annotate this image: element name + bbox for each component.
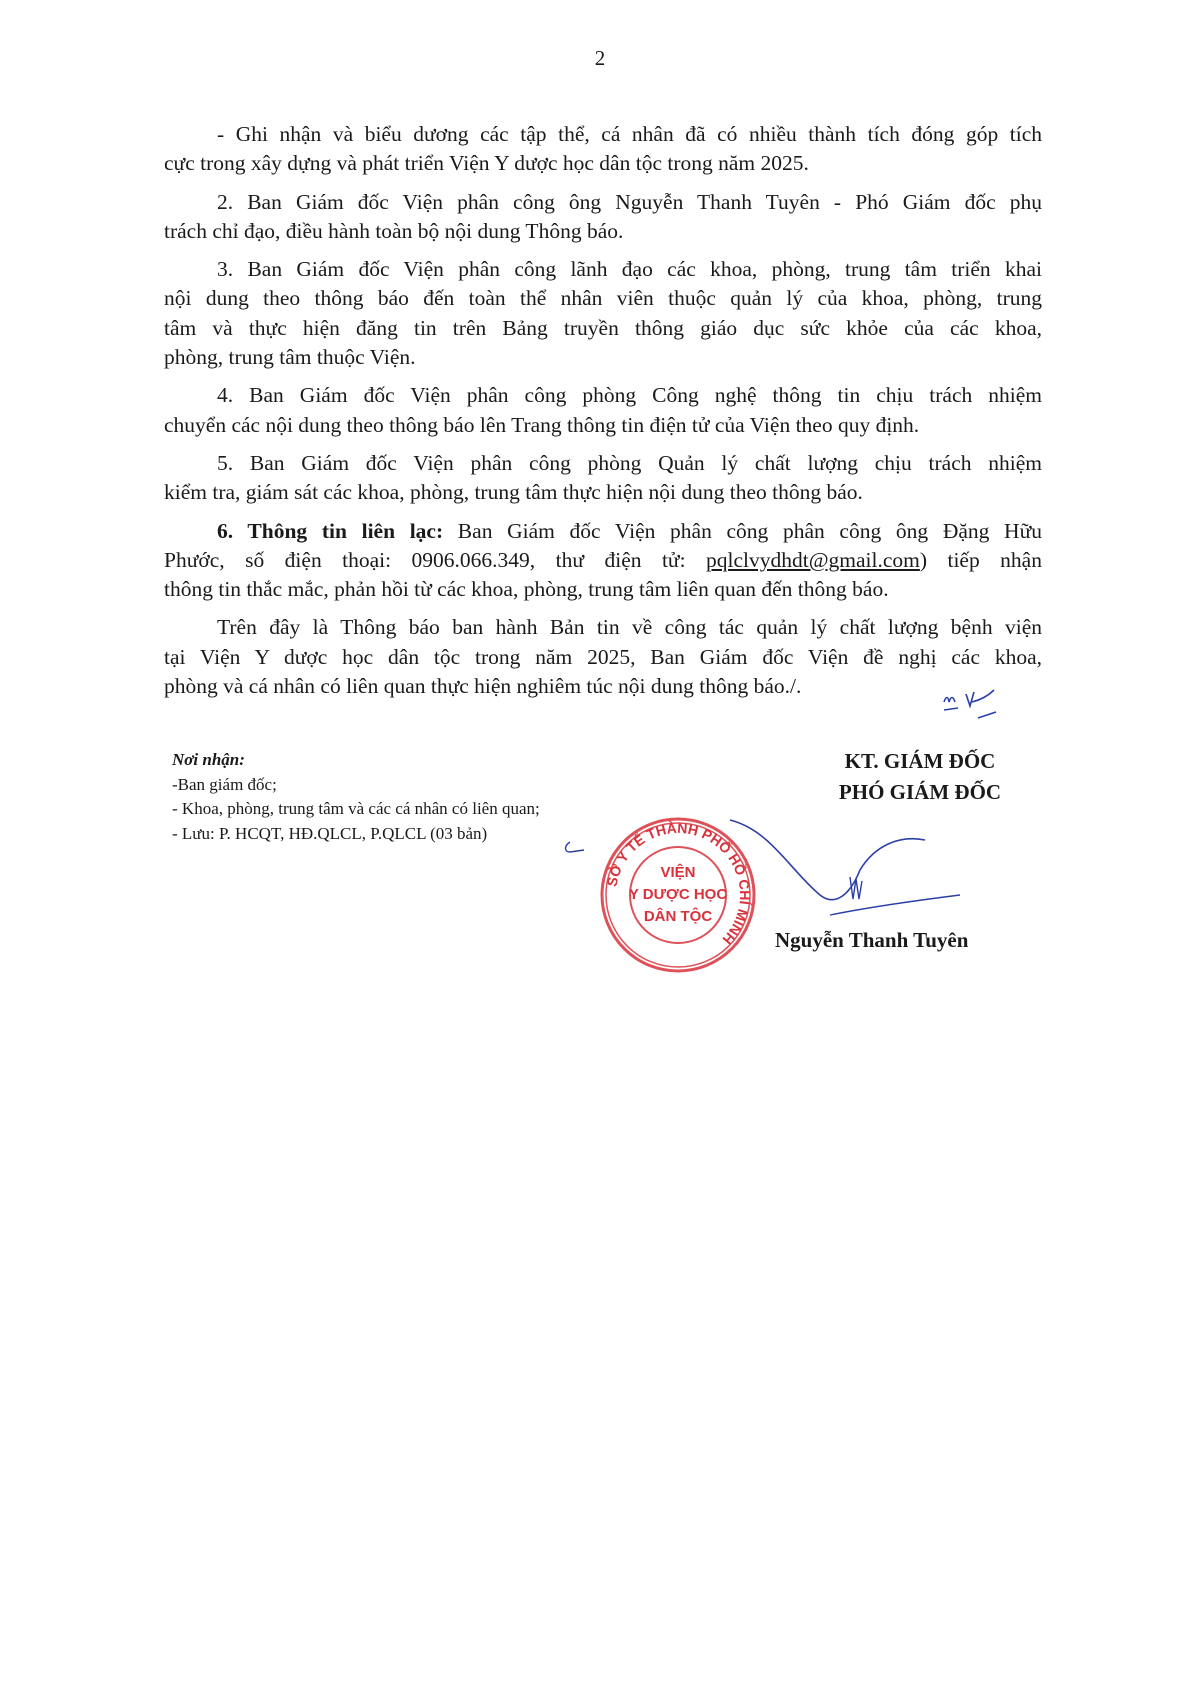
text-line: chuyển các nội dung theo thông báo lên Trang thông tin điện tử của Viện theo quy định. [164,412,920,437]
text-line: 2. Ban Giám đốc Viện phân công ông Nguyễn Thanh Tuyên - Phó Giám đốc phụ [217,189,1042,214]
recipient-item: - Khoa, phòng, trung tâm và các cá nhân có liên quan; [172,799,540,818]
contact-heading: 6. Thông tin liên lạc: [217,518,444,543]
contact-text: Ban Giám đốc Viện phân công phân công ông Đặng Hữu [443,518,1042,543]
stamp-inner-text: DÂN TỘC [643,908,713,925]
text-line: kiểm tra, giám sát các khoa, phòng, trung tâm thực hiện nội dung theo thông báo. [164,480,863,505]
text-line: phòng và cá nhân có liên quan thực hiện nghiêm túc nội dung thông báo./. [164,674,802,699]
stamp-outer-text: SỞ Y TẾ THÀNH PHỐ HỒ CHÍ MINH [603,819,754,948]
signature-title: KT. GIÁM ĐỐC [844,749,996,773]
text-line: trách chỉ đạo, điều hành toàn bộ nội dung Thông báo. [164,218,624,243]
text-line: - Ghi nhận và biểu dương các tập thể, cá nhân đã có nhiều thành tích đóng góp tích [217,122,1042,146]
text-line: phòng, trung tâm thuộc Viện. [164,345,416,370]
text-line: 5. Ban Giám đốc Viện phân công phòng Quản lý chất lượng chịu trách nhiệm [217,450,1042,475]
email-link[interactable]: pqlclvydhdt@gmail.com [706,547,920,572]
recipients-title: Nơi nhận: [172,750,245,769]
stamp-inner-text: VIỆN [660,864,696,881]
text-line: tại Viện Y dược học dân tộc trong năm 2025, Ban Giám đốc Viện đề nghị các khoa, [164,644,1042,669]
signer-name: Nguyễn Thanh Tuyên [775,928,969,952]
signature-subtitle: PHÓ GIÁM ĐỐC [838,780,1002,804]
recipient-item: - Lưu: P. HCQT, HĐ.QLCL, P.QLCL (03 bản) [172,823,488,843]
text-line: nội dung theo thông báo đến toàn thể nhân viên thuộc quản lý của khoa, phòng, trung [164,286,1042,311]
recipient-item: -Ban giám đốc; [172,774,277,794]
contact-text: Phước, số điện thoại: 0906.066.349, thư điện tử: [164,547,706,572]
page-number: 2 [594,46,606,70]
text-line: cực trong xây dựng và phát triển Viện Y dược học dân tộc trong năm 2025. [164,151,809,176]
text-line: Trên đây là Thông báo ban hành Bản tin về công tác quản lý chất lượng bệnh viện [217,615,1042,640]
stamp-inner-text: Y DƯỢC HỌC [628,886,728,903]
text-line: 3. Ban Giám đốc Viện phân công lãnh đạo các khoa, phòng, trung tâm triển khai [217,257,1042,282]
text-line: tâm và thực hiện đăng tin trên Bảng truyền thông giáo dục sức khỏe của các khoa, [164,315,1042,340]
contact-text: thông tin thắc mắc, phản hồi từ các khoa, phòng, trung tâm liên quan đến thông báo. [164,577,889,602]
contact-text: ) tiếp nhận [919,547,1042,572]
text-line: 4. Ban Giám đốc Viện phân công phòng Công nghệ thông tin chịu trách nhiệm [217,383,1042,408]
